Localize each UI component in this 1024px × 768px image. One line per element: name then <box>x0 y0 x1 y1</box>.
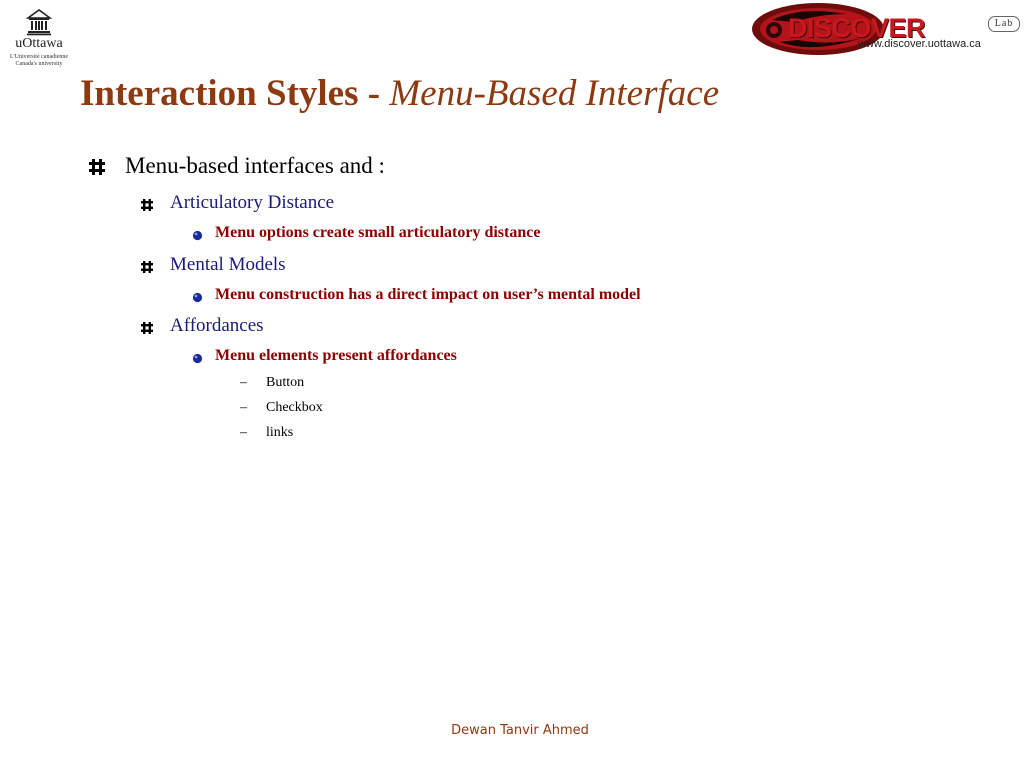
point-affordances: Menu elements present affordances <box>215 347 457 364</box>
z-bullet-icon <box>88 158 106 176</box>
example-button: Button <box>266 375 305 390</box>
slide-footer-author: Dewan Tanvir Ahmed <box>451 723 589 738</box>
discover-wordmark: DISCOVER <box>788 13 926 43</box>
uottawa-tagline-fr: L'Université canadienne <box>9 54 69 60</box>
title-italic-part: Menu-Based Interface <box>389 73 720 114</box>
bullet-articulatory-distance: Articulatory Distance <box>170 192 335 213</box>
dot-bullet-icon <box>192 230 203 241</box>
point-articulatory: Menu options create small articulatory distance <box>215 224 541 241</box>
dot-bullet-icon <box>192 292 203 303</box>
z-bullet-icon <box>140 198 154 212</box>
lab-badge: Lab <box>988 16 1020 32</box>
dot-bullet-icon <box>192 353 203 364</box>
uottawa-tagline-en: Canada's university <box>15 61 63 67</box>
z-bullet-icon <box>140 260 154 274</box>
discover-url: www.discover.uottawa.ca <box>858 38 981 50</box>
example-checkbox: Checkbox <box>266 400 323 415</box>
title-bold-part: Interaction Styles - <box>80 73 390 114</box>
dash-marker: – <box>240 375 247 390</box>
bullet-intro: Menu-based interfaces and : <box>125 153 385 178</box>
z-bullet-icon <box>140 321 154 335</box>
dash-marker: – <box>240 400 247 415</box>
bullet-affordances: Affordances <box>170 315 264 336</box>
dash-marker: – <box>240 425 247 440</box>
point-mental: Menu construction has a direct impact on user’s mental model <box>215 286 641 303</box>
uottawa-wordmark: uOttawa <box>15 36 63 51</box>
example-links: links <box>266 425 294 440</box>
bullet-mental-models: Mental Models <box>170 254 286 275</box>
